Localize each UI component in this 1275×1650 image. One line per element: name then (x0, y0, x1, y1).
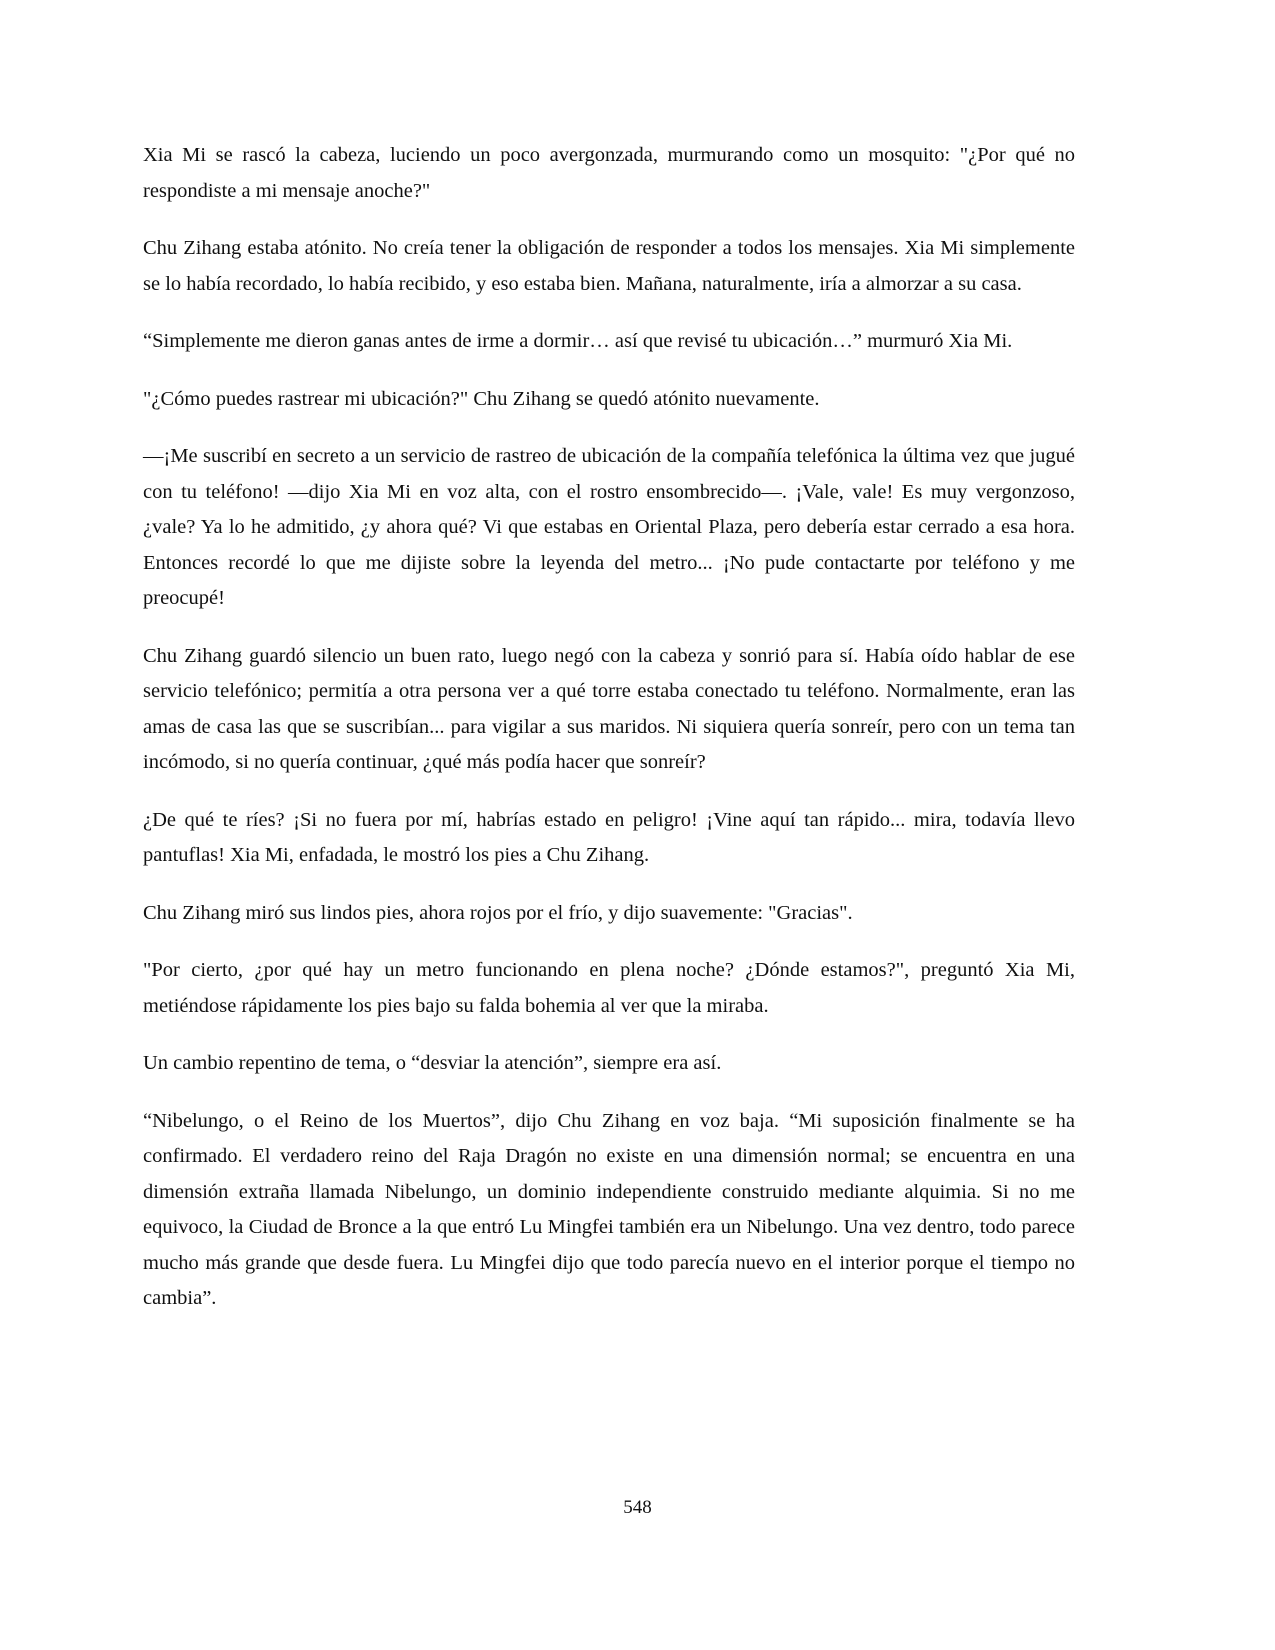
paragraph: Chu Zihang estaba atónito. No creía tener la obligación de responder a todos los mensajes. Xia Mi simplemente se lo había recordado, lo había recibido, y eso estaba bien. Mañana, naturalmente, iría a almorzar a su casa. (143, 237, 1075, 295)
paragraph: “Nibelungo, o el Reino de los Muertos”, dijo Chu Zihang en voz baja. “Mi suposición finalmente se ha confirmado. El verdadero reino del Raja Dragón no existe en una dimensión normal; se encuentra en una dimensión extraña llamada Nibelungo, un dominio independiente construido mediante alquimia. Si no me equivoco, la Ciudad de Bronce a la que entró Lu Mingfei también era un Nibelungo. Una vez dentro, todo parece mucho más grande que desde fuera. Lu Mingfei dijo que todo parecía nuevo en el interior porque el tiempo no cambia”. (143, 1109, 1075, 1309)
paragraph: "¿Cómo puedes rastrear mi ubicación?" Chu Zihang se quedó atónito nuevamente. (143, 387, 820, 410)
paragraph: Xia Mi se rascó la cabeza, luciendo un poco avergonzada, murmurando como un mosquito: "¿Por qué no respondiste a mi mensaje anoche?" (143, 144, 1075, 202)
page-number: 548 (623, 1497, 652, 1518)
paragraph: —¡Me suscribí en secreto a un servicio de rastreo de ubicación de la compañía telefónica la última vez que jugué con tu teléfono! —dijo Xia Mi en voz alta, con el rostro ensombrecido—. ¡Vale, vale! Es muy vergonzoso, ¿vale? Ya lo he admitido, ¿y ahora qué? Vi que estabas en Oriental Plaza, pero debería estar cerrado a esa hora. Entonces recordé lo que me dijiste sobre la leyenda del metro... ¡No pude contactarte por teléfono y me preocupé! (143, 445, 1075, 609)
paragraph: Chu Zihang guardó silencio un buen rato, luego negó con la cabeza y sonrió para sí. Había oído hablar de ese servicio telefónico; permitía a otra persona ver a qué torre estaba conectado tu teléfono. Normalmente, eran las amas de casa las que se suscribían... para vigilar a sus maridos. Ni siquiera quería sonreír, pero con un tema tan incómodo, si no quería continuar, ¿qué más podía hacer que sonreír? (143, 644, 1075, 773)
paragraph: “Simplemente me dieron ganas antes de irme a dormir… así que revisé tu ubicación…” murmuró Xia Mi. (143, 330, 1013, 352)
paragraph: "Por cierto, ¿por qué hay un metro funcionando en plena noche? ¿Dónde estamos?", preguntó Xia Mi, metiéndose rápidamente los pies bajo su falda bohemia al ver que la miraba. (143, 959, 1075, 1017)
page-body-text (143, 138, 1075, 1317)
paragraph: Chu Zihang miró sus lindos pies, ahora rojos por el frío, y dijo suavemente: "Gracias". (143, 901, 853, 924)
paragraph: ¿De qué te ríes? ¡Si no fuera por mí, habrías estado en peligro! ¡Vine aquí tan rápido... mira, todavía llevo pantuflas! Xia Mi, enfadada, le mostró los pies a Chu Zihang. (143, 808, 1075, 866)
paragraph: Un cambio repentino de tema, o “desviar la atención”, siempre era así. (143, 1052, 722, 1074)
